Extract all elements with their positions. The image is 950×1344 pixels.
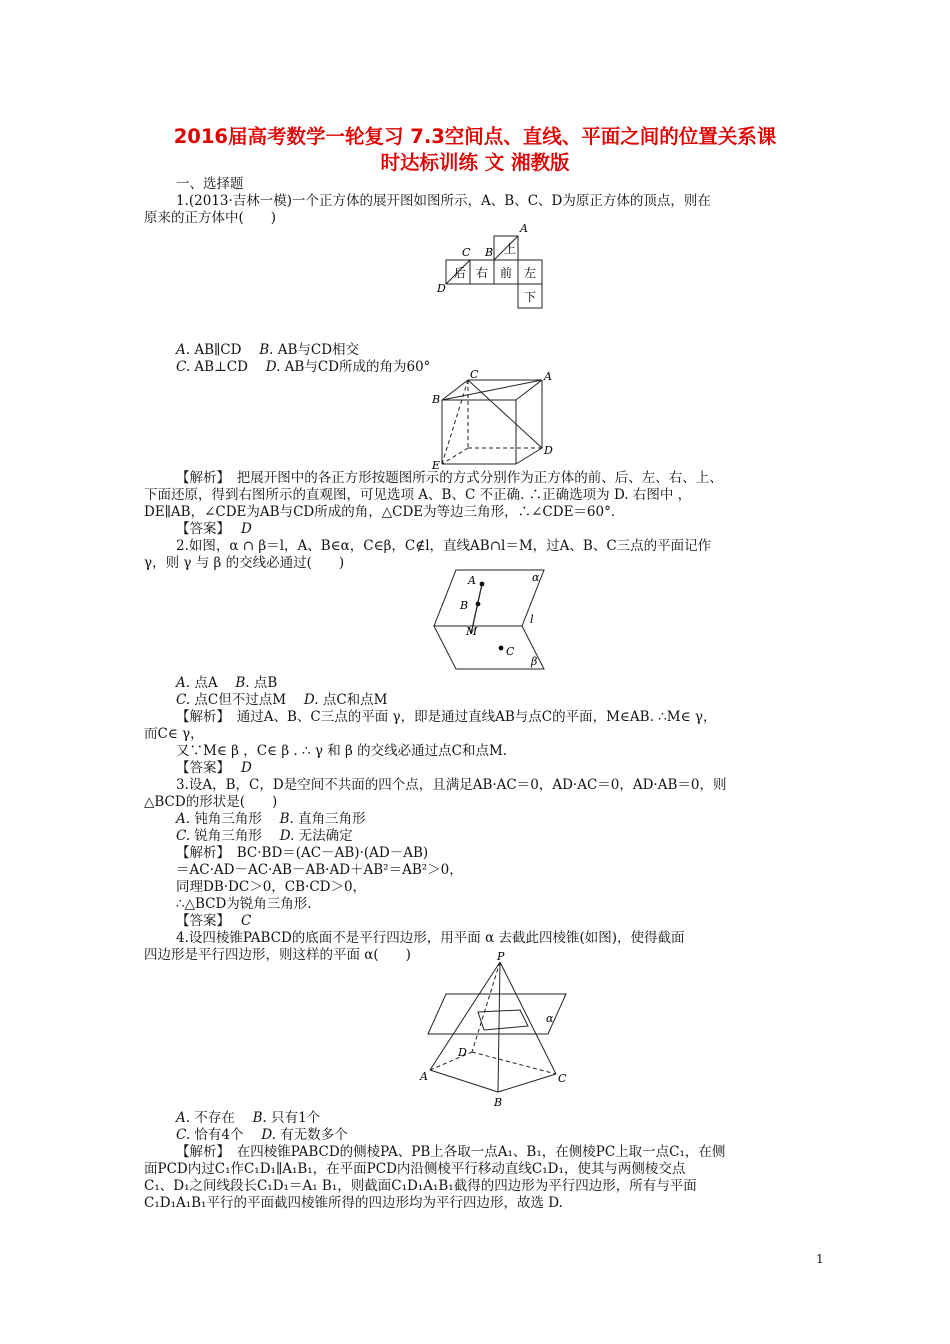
q2-label-a: A (468, 574, 476, 587)
title-line-1: 2016届高考数学一轮复习 7.3空间点、直线、平面之间的位置关系课 (173, 125, 777, 148)
q2-label-b: B (460, 599, 469, 612)
q4-options-ab: A. 不存在 B. 只有1个 (176, 1110, 321, 1126)
net-face-front: 前 (499, 266, 513, 280)
q2-label-alpha: α (532, 571, 540, 584)
q2-stem-2: γ，则 γ 与 β 的交线必通过( ) (144, 555, 345, 571)
q4-analysis-1: 【解析】 在四棱锥PABCD的侧棱PA、PB上各取一点A₁、B₁，在侧棱PC上取一点C₁，在侧 (176, 1144, 726, 1160)
net-face-left: 左 (523, 266, 537, 280)
q2-label-l: l (530, 613, 534, 626)
q1-analysis-1: 【解析】 把展开图中的各正方形按题图所示的方式分别作为正方体的前、后、左、右、上、 (176, 470, 723, 486)
pyramid-figure (416, 952, 576, 1110)
page-number: 1 (816, 1252, 824, 1266)
q3-options-ab: A. 钝角三角形 B. 直角三角形 (176, 811, 366, 827)
document-title (120, 124, 830, 176)
net-face-bottom: 下 (523, 290, 537, 304)
section-heading: 一、选择题 (176, 176, 244, 192)
q1-stem-2: 原来的正方体中( ) (144, 210, 277, 226)
q4-stem-1: 4.设四棱锥PABCD的底面不是平行四边形，用平面 α 去截此四棱锥(如图)，使得截面 (176, 930, 685, 946)
q2-label-beta: β (531, 655, 538, 668)
net-vertex-c: C (462, 246, 471, 259)
q1-options-ab: A. AB∥CD B. AB与CD相交 (176, 342, 360, 358)
net-vertex-a: A (520, 222, 528, 235)
q2-options-ab: A. 点A B. 点B (176, 675, 278, 691)
q3-analysis-3: 同理DB·DC＞0，CB·CD＞0， (176, 879, 367, 895)
q2-analysis-3: 又∵M∈ β ，C∈ β . ∴ γ 和 β 的交线必通过点C和点M. (176, 743, 508, 759)
pyramid-label-b: B (494, 1096, 503, 1109)
pyramid-label-d: D (458, 1046, 467, 1059)
q3-analysis-2: ＝AC·AD－AC·AB－AB·AD＋AB²＝AB²＞0， (176, 862, 463, 878)
q3-stem-1: 3.设A，B，C，D是空间不共面的四个点，且满足AB·AC＝0，AD·AC＝0，AD·AB＝0，则 (176, 777, 727, 793)
net-face-back: 后 (453, 266, 467, 280)
cube-net-figure (432, 220, 556, 312)
pyramid-label-p: P (497, 952, 505, 963)
pyramid-label-a: A (420, 1070, 428, 1083)
q2-options-cd: C. 点C但不过点M D. 点C和点M (176, 692, 388, 708)
cube-label-b: B (432, 393, 441, 406)
q3-analysis-1: 【解析】 BC·BD＝(AC－AB)·(AD－AB) (176, 845, 429, 861)
cube-label-c: C (470, 370, 479, 381)
q1-answer: 【答案】 D (176, 521, 252, 537)
q4-options-cd: C. 恰有4个 D. 有无数多个 (176, 1127, 348, 1143)
q2-analysis-2: 而C∈ γ， (144, 726, 204, 742)
q1-analysis-2: 下面还原，得到右图所示的直观图，可见选项 A、B、C 不正确. ∴正确选项为 D. 右图中 ， (144, 487, 692, 503)
q3-analysis-4: ∴△BCD为锐角三角形. (176, 896, 312, 912)
q2-label-m: M (466, 625, 478, 638)
q3-stem-2: △BCD的形状是( ) (144, 794, 278, 810)
q4-stem-2: 四边形是平行四边形，则这样的平面 α( ) (144, 947, 411, 963)
q3-answer: 【答案】 C (176, 913, 252, 929)
net-vertex-b: B (485, 246, 494, 259)
cube-label-d: D (544, 444, 553, 457)
q2-analysis-1: 【解析】 通过A、B、C三点的平面 γ，即是通过直线AB与点C的平面，M∈AB. ∴M∈ γ， (176, 709, 717, 725)
cube-label-a: A (544, 370, 552, 383)
q4-analysis-2: 面PCD内过C₁作C₁D₁∥A₁B₁，在平面PCD内沿侧棱平行移动直线C₁D₁，使其与两侧棱交点 (144, 1161, 686, 1177)
q1-stem-1: 1.(2013·吉林一模)一个正方体的展开图如图所示，A、B、C、D为原正方体的顶点，则在 (176, 193, 711, 209)
pyramid-label-alpha: α (546, 1012, 554, 1025)
q2-label-c: C (506, 645, 515, 658)
q2-answer: 【答案】 D (176, 760, 252, 776)
cube-label-e: E (432, 459, 441, 470)
net-face-top: 上 (503, 242, 517, 256)
title-line-2: 时达标训练 文 湘教版 (380, 151, 570, 174)
q4-analysis-3: C₁、D₁之间线段长C₁D₁＝A₁ B₁，则截面C₁D₁A₁B₁截得的四边形为平行四边形，所有与平面 (144, 1178, 697, 1194)
q4-analysis-4: C₁D₁A₁B₁平行的平面截四棱锥所得的四边形均为平行四边形，故选 D. (144, 1195, 563, 1211)
pyramid-label-c: C (558, 1072, 567, 1085)
q1-options-cd: C. AB⊥CD D. AB与CD所成的角为60° (176, 359, 431, 375)
planes-figure (426, 566, 556, 672)
net-vertex-d: D (437, 282, 446, 295)
q2-stem-1: 2.如图，α ∩ β＝l，A、B∈α，C∈β，C∉l，直线AB∩l＝M，过A、B、C三点的平面记作 (176, 538, 712, 554)
q1-analysis-3: DE∥AB，∠CDE为AB与CD所成的角，△CDE为等边三角形，∴∠CDE＝60°. (144, 504, 616, 520)
cube-figure (424, 370, 560, 470)
q3-options-cd: C. 锐角三角形 D. 无法确定 (176, 828, 353, 844)
net-face-right: 右 (475, 266, 489, 280)
